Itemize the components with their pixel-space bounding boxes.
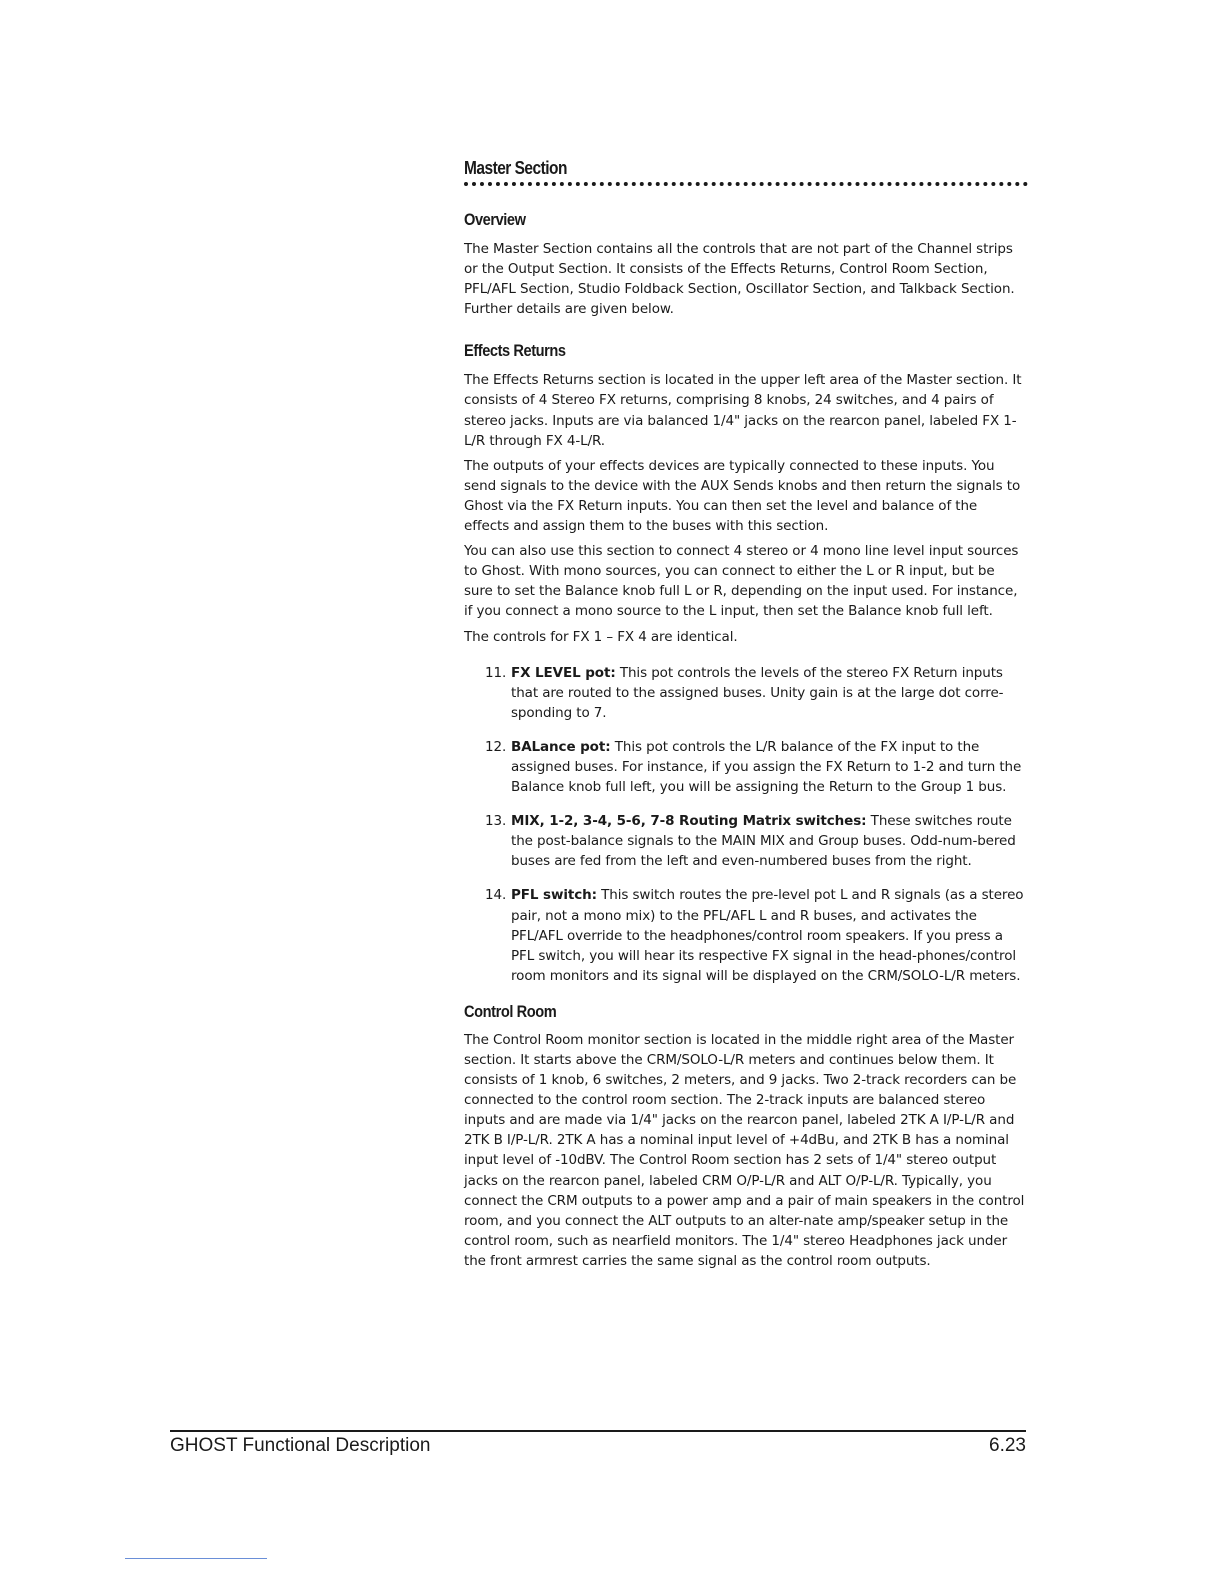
footer-rule: [170, 1430, 1026, 1432]
item-term: MIX, 1-2, 3-4, 5-6, 7-8 Routing Matrix switches:: [511, 813, 867, 830]
control-room-text: The Control Room monitor section is located in the middle right area of the Master section. It starts above the CRM/SOLO-L/R meters and continues below them. It consists of 1 knob, 6 switches, 2 meters, and 9 jacks. Two 2-track recorders can be connected to the control room section. The 2-track inputs are balanced stereo inputs and are made via 1/4" jacks on the rearcon panel, labeled 2TK A I/P-L/R and 2TK B I/P-L/R. 2TK A has a nominal input level of +4dBu, and 2TK B has a nominal input level of -10dBV. The Control Room section has 2 sets of 1/4" stereo output jacks on the rearcon panel, labeled CRM O/P-L/R and ALT O/P-L/R. Typically, you connect the CRM outputs to a power amp and a pair of main speakers in the control room, and you connect the ALT outputs to an alter-nate amp/speaker setup in the control room, such as nearfield monitors. The 1/4" stereo Headphones jack under the front armrest carries the same signal as the control room outputs.: [464, 1031, 1025, 1269]
item-term: BALance pot:: [511, 738, 611, 755]
section-title: Master Section: [464, 158, 567, 178]
page-number: 6.23: [989, 1435, 1026, 1456]
effects-paragraph: The outputs of your effects devices are typically connected to these inputs. You send signals to the device with the AUX Sends knobs and then return the signals to Ghost via the FX Return inputs. You can then set the level and balance of the effects and assign them to the buses with this section.: [464, 457, 1021, 535]
footer-title: GHOST Functional Description: [170, 1435, 431, 1456]
overview-heading: Overview: [464, 210, 526, 229]
effects-paragraph: The Effects Returns section is located in the upper left area of the Master section. It consists of 4 Stereo FX returns, comprising 8 knobs, 24 switches, and 4 pairs of stereo jacks. Inputs are via balanced 1/4" jacks on the rearcon panel, labeled FX 1-L/R through FX 4-L/R.: [464, 372, 1022, 449]
dotted-rule: [464, 182, 1028, 186]
effects-paragraph: You can also use this section to connect 4 stereo or 4 mono line level input sources to Ghost. With mono sources, you can connect to either the L or R input, but be sure to set the Balance knob full L or R, depending on the input used. For instance, if you connect a mono source to the L input, then set the Balance knob full left.: [464, 543, 1019, 620]
effects-returns-heading: Effects Returns: [464, 341, 566, 361]
list-item: [464, 737, 1026, 797]
list-item: [464, 811, 1026, 871]
page-content: [464, 156, 1026, 1276]
overview-text: The Master Section contains all the controls that are not part of the Channel strips or the Output Section. It consists of the Effects Returns, Control Room Section, PFL/AFL Section, Studio Foldback Section, Oscillator Section, and Talkback Section. Further details are given below.: [464, 241, 1015, 318]
item-term: PFL switch:: [511, 887, 597, 904]
control-room-heading: Control Room: [464, 1001, 557, 1021]
list-item: [464, 663, 1026, 723]
item-number: 13.: [485, 813, 507, 830]
item-term: FX LEVEL pot:: [511, 664, 616, 681]
item-number: 14.: [485, 887, 507, 904]
item-text: These switches route the post-balance signals to the MAIN MIX and Group buses. Odd-num-bered buses are fed from the left and even-numbered buses from the right.: [511, 813, 1016, 870]
list-item: [464, 885, 1026, 985]
controls-list: [464, 663, 1026, 986]
item-text: This switch routes the pre-level pot L and R signals (as a stereo pair, not a mono mix) to the PFL/AFL L and R buses, and activates the PFL/AFL override to the headphones/control room speakers. If you press a PFL switch, you will hear its respective FX signal in the head-phones/control room monitors and its signal will be displayed on the CRM/SOLO-L/R meters.: [511, 887, 1024, 984]
effects-paragraph: The controls for FX 1 – FX 4 are identical.: [464, 628, 738, 645]
item-text: This pot controls the L/R balance of the FX input to the assigned buses. For instance, if you assign the FX Return to 1-2 and turn the Balance knob full left, you will be assigning the Return to the Group 1 bus.: [511, 738, 1022, 796]
item-text: This pot controls the levels of the stereo FX Return inputs that are routed to the assigned buses. Unity gain is at the large dot corre-sponding to 7.: [511, 664, 1004, 721]
bottom-link-line: [125, 1558, 267, 1559]
item-number: 12.: [485, 738, 507, 755]
item-number: 11.: [485, 664, 507, 681]
